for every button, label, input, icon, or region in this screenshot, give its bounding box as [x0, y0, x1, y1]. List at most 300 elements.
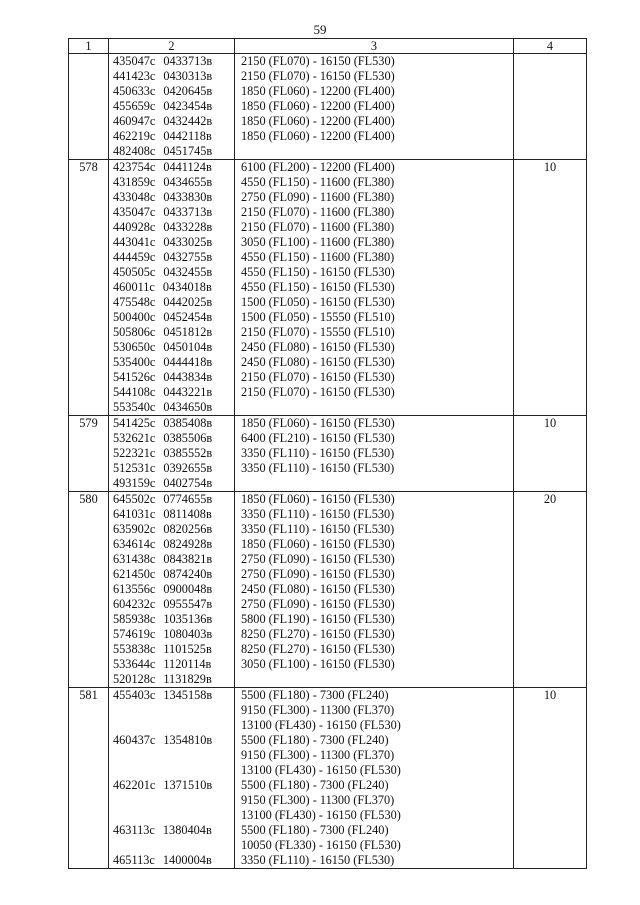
value-cell	[514, 280, 587, 295]
coordinates-cell	[109, 325, 235, 340]
value-cell	[514, 763, 587, 778]
coordinates-cell	[109, 688, 235, 704]
coordinates-cell	[109, 205, 235, 220]
table-row	[69, 763, 587, 778]
header-cell-1: 1	[69, 39, 109, 54]
table-row	[69, 54, 587, 70]
table-row	[69, 114, 587, 129]
value-cell	[514, 175, 587, 190]
value-cell	[514, 355, 587, 370]
value-cell: 10	[514, 688, 587, 704]
altitude-range-cell: 13100 (FL430) - 16150 (FL530)	[235, 718, 514, 733]
altitude-range-cell: 2450 (FL080) - 16150 (FL530)	[235, 582, 514, 597]
value-cell	[514, 778, 587, 793]
coordinates-cell	[109, 99, 235, 114]
table-row	[69, 446, 587, 461]
table-row	[69, 718, 587, 733]
table-row	[69, 385, 587, 400]
altitude-range-cell: 4550 (FL150) - 16150 (FL530)	[235, 280, 514, 295]
zone-number-cell	[69, 657, 109, 672]
latitude: 522321с	[113, 446, 156, 460]
longitude: 0811408в	[163, 507, 212, 521]
latitude: 634614с	[113, 537, 156, 551]
longitude: 1345158в	[163, 688, 213, 702]
longitude: 1371510в	[163, 778, 213, 792]
coordinates-cell	[109, 507, 235, 522]
longitude: 0443834в	[163, 370, 213, 384]
table-row	[69, 793, 587, 808]
altitude-range-cell: 2150 (FL070) - 11600 (FL380)	[235, 205, 514, 220]
zone-number-cell	[69, 612, 109, 627]
value-cell	[514, 54, 587, 70]
coordinates-cell	[109, 597, 235, 612]
value-cell	[514, 552, 587, 567]
longitude: 0433713в	[163, 54, 213, 68]
coordinates-cell	[109, 612, 235, 627]
value-cell	[514, 431, 587, 446]
altitude-range-cell: 2150 (FL070) - 11600 (FL380)	[235, 220, 514, 235]
zone-number-cell	[69, 84, 109, 99]
value-cell: 20	[514, 492, 587, 508]
altitude-range-cell: 3350 (FL110) - 16150 (FL530)	[235, 522, 514, 537]
table-row	[69, 627, 587, 642]
coordinates-cell	[109, 793, 235, 808]
coordinates-cell	[109, 537, 235, 552]
longitude: 0420645в	[163, 84, 213, 98]
table-row	[69, 838, 587, 853]
table-row	[69, 808, 587, 823]
table-row	[69, 507, 587, 522]
latitude: 520128с	[113, 672, 156, 686]
longitude: 0434655в	[163, 175, 213, 189]
value-cell	[514, 144, 587, 160]
altitude-range-cell: 1850 (FL060) - 12200 (FL400)	[235, 114, 514, 129]
table-row	[69, 280, 587, 295]
value-cell	[514, 190, 587, 205]
zone-number-cell	[69, 522, 109, 537]
table-row	[69, 733, 587, 748]
altitude-range-cell: 2150 (FL070) - 15550 (FL510)	[235, 325, 514, 340]
zone-number-cell: 580	[69, 492, 109, 508]
altitude-range-cell: 2750 (FL090) - 16150 (FL530)	[235, 567, 514, 582]
latitude: 433048с	[113, 190, 156, 204]
coordinates-cell	[109, 129, 235, 144]
coordinates-cell	[109, 627, 235, 642]
longitude: 1354810в	[163, 733, 213, 747]
value-cell	[514, 69, 587, 84]
table-row	[69, 355, 587, 370]
altitude-range-cell: 4550 (FL150) - 11600 (FL380)	[235, 250, 514, 265]
table-row	[69, 823, 587, 838]
longitude: 1131829в	[163, 672, 212, 686]
altitude-range-cell: 9150 (FL300) - 11300 (FL370)	[235, 793, 514, 808]
longitude: 0385552в	[163, 446, 213, 460]
longitude: 0433713в	[163, 205, 213, 219]
longitude: 1080403в	[163, 627, 213, 641]
longitude: 0900048в	[163, 582, 213, 596]
zone-number-cell	[69, 763, 109, 778]
latitude: 500400с	[113, 310, 156, 324]
coordinates-cell	[109, 838, 235, 853]
altitude-range-cell: 8250 (FL270) - 16150 (FL530)	[235, 642, 514, 657]
table-row	[69, 416, 587, 432]
value-cell	[514, 522, 587, 537]
zone-group	[69, 416, 587, 492]
coordinates-cell	[109, 385, 235, 400]
latitude: 493159с	[113, 476, 156, 490]
value-cell: 10	[514, 160, 587, 176]
longitude: 0430313в	[163, 69, 213, 83]
table-row	[69, 175, 587, 190]
longitude: 0441124в	[163, 160, 212, 174]
longitude: 1035136в	[163, 612, 213, 626]
value-cell	[514, 400, 587, 416]
zone-number-cell	[69, 69, 109, 84]
longitude: 0820256в	[163, 522, 213, 536]
zone-number-cell	[69, 385, 109, 400]
longitude: 0385408в	[163, 416, 213, 430]
latitude: 462219с	[113, 129, 156, 143]
page-number: 59	[313, 22, 327, 37]
table-row	[69, 492, 587, 508]
zone-number-cell	[69, 129, 109, 144]
longitude: 0442025в	[163, 295, 213, 309]
altitude-range-cell: 5500 (FL180) - 7300 (FL240)	[235, 823, 514, 838]
altitude-range-cell: 2150 (FL070) - 16150 (FL530)	[235, 54, 514, 70]
altitude-range-cell: 3050 (FL100) - 11600 (FL380)	[235, 235, 514, 250]
value-cell	[514, 657, 587, 672]
longitude: 0433025в	[163, 235, 213, 249]
coordinates-cell	[109, 175, 235, 190]
value-cell: 10	[514, 416, 587, 432]
longitude: 0442118в	[163, 129, 212, 143]
header-cell-2: 2	[109, 39, 235, 54]
coordinates-cell	[109, 672, 235, 688]
table-row	[69, 205, 587, 220]
longitude: 0385506в	[163, 431, 213, 445]
value-cell	[514, 808, 587, 823]
altitude-range-cell: 9150 (FL300) - 11300 (FL370)	[235, 703, 514, 718]
coordinates-cell	[109, 400, 235, 416]
latitude: 631438с	[113, 552, 156, 566]
altitude-range-cell: 2750 (FL090) - 11600 (FL380)	[235, 190, 514, 205]
longitude: 1380404в	[162, 823, 212, 837]
altitude-range-cell	[235, 476, 514, 492]
value-cell	[514, 84, 587, 99]
value-cell	[514, 476, 587, 492]
coordinates-cell	[109, 853, 235, 869]
coordinates-cell	[109, 582, 235, 597]
zone-number-cell	[69, 235, 109, 250]
table-row	[69, 129, 587, 144]
value-cell	[514, 627, 587, 642]
table-row	[69, 657, 587, 672]
longitude: 0450104в	[163, 340, 213, 354]
table-row	[69, 461, 587, 476]
coordinates-cell	[109, 280, 235, 295]
coordinates-cell	[109, 657, 235, 672]
longitude: 0432455в	[163, 265, 213, 279]
altitude-range-cell: 5500 (FL180) - 7300 (FL240)	[235, 778, 514, 793]
table-row	[69, 69, 587, 84]
value-cell	[514, 793, 587, 808]
coordinates-cell	[109, 265, 235, 280]
latitude: 641031с	[113, 507, 156, 521]
altitude-range-cell: 5500 (FL180) - 7300 (FL240)	[235, 733, 514, 748]
latitude: 465113с	[113, 853, 155, 867]
zone-number-cell	[69, 220, 109, 235]
table-row	[69, 144, 587, 160]
longitude: 0874240в	[163, 567, 213, 581]
value-cell	[514, 703, 587, 718]
zone-number-cell	[69, 114, 109, 129]
table-row	[69, 582, 587, 597]
table-row	[69, 370, 587, 385]
zone-number-cell	[69, 507, 109, 522]
altitude-range-cell: 3350 (FL110) - 16150 (FL530)	[235, 507, 514, 522]
longitude: 0452454в	[163, 310, 213, 324]
altitude-range-cell: 9150 (FL300) - 11300 (FL370)	[235, 748, 514, 763]
zone-number-cell	[69, 295, 109, 310]
latitude: 604232с	[113, 597, 156, 611]
value-cell	[514, 642, 587, 657]
latitude: 440928с	[113, 220, 156, 234]
coordinates-cell	[109, 250, 235, 265]
longitude: 0451812в	[163, 325, 213, 339]
altitude-range-cell: 2450 (FL080) - 16150 (FL530)	[235, 355, 514, 370]
value-cell	[514, 310, 587, 325]
zone-number-cell: 581	[69, 688, 109, 704]
value-cell	[514, 340, 587, 355]
latitude: 482408с	[113, 144, 156, 158]
latitude: 444459с	[113, 250, 156, 264]
zone-number-cell	[69, 597, 109, 612]
zone-number-cell	[69, 431, 109, 446]
coordinates-cell	[109, 235, 235, 250]
value-cell	[514, 461, 587, 476]
value-cell	[514, 853, 587, 869]
coordinates-cell	[109, 492, 235, 508]
coordinates-cell	[109, 552, 235, 567]
zone-number-cell	[69, 190, 109, 205]
latitude: 435047с	[113, 54, 156, 68]
longitude: 0432442в	[163, 114, 213, 128]
zone-number-cell	[69, 672, 109, 688]
latitude: 462201с	[113, 778, 156, 792]
value-cell	[514, 718, 587, 733]
altitude-range-cell: 4550 (FL150) - 11600 (FL380)	[235, 175, 514, 190]
coordinates-cell	[109, 416, 235, 432]
latitude: 455403с	[113, 688, 156, 702]
longitude: 1120114в	[163, 657, 212, 671]
table-row	[69, 688, 587, 704]
latitude: 645502с	[113, 492, 156, 506]
longitude: 0392655в	[163, 461, 213, 475]
value-cell	[514, 446, 587, 461]
latitude: 441423с	[113, 69, 156, 83]
altitude-range-cell: 1850 (FL060) - 12200 (FL400)	[235, 99, 514, 114]
coordinates-cell	[109, 522, 235, 537]
coordinates-cell	[109, 718, 235, 733]
altitude-range-cell: 2150 (FL070) - 16150 (FL530)	[235, 69, 514, 84]
altitude-range-cell: 1500 (FL050) - 15550 (FL510)	[235, 310, 514, 325]
zone-number-cell	[69, 99, 109, 114]
latitude: 460437с	[113, 733, 156, 747]
longitude: 0451745в	[163, 144, 213, 158]
longitude: 0402754в	[163, 476, 213, 490]
zone-number-cell	[69, 552, 109, 567]
coordinates-cell	[109, 748, 235, 763]
header-cell-3: 3	[235, 39, 514, 54]
latitude: 553838с	[113, 642, 156, 656]
zone-number-cell	[69, 793, 109, 808]
value-cell	[514, 250, 587, 265]
coordinates-cell	[109, 370, 235, 385]
longitude: 0774655в	[163, 492, 213, 506]
zone-number-cell	[69, 853, 109, 869]
zone-number-cell	[69, 476, 109, 492]
coordinates-cell	[109, 446, 235, 461]
table-row	[69, 84, 587, 99]
coordinates-cell	[109, 431, 235, 446]
altitude-range-cell: 2150 (FL070) - 16150 (FL530)	[235, 385, 514, 400]
zone-number-cell	[69, 778, 109, 793]
latitude: 460011с	[113, 280, 155, 294]
coordinates-cell	[109, 703, 235, 718]
altitude-range-cell: 3350 (FL110) - 16150 (FL530)	[235, 446, 514, 461]
zone-number-cell	[69, 310, 109, 325]
value-cell	[514, 597, 587, 612]
coordinates-cell	[109, 220, 235, 235]
longitude: 0443221в	[163, 385, 213, 399]
table-row	[69, 853, 587, 869]
zone-number-cell	[69, 370, 109, 385]
table-row	[69, 265, 587, 280]
latitude: 423754с	[113, 160, 156, 174]
latitude: 621450с	[113, 567, 156, 581]
zone-group	[69, 492, 587, 688]
altitude-range-cell: 2450 (FL080) - 16150 (FL530)	[235, 340, 514, 355]
coordinates-cell	[109, 461, 235, 476]
zone-group	[69, 688, 587, 869]
zone-number-cell	[69, 265, 109, 280]
latitude: 635902с	[113, 522, 156, 536]
coordinates-cell	[109, 340, 235, 355]
header-cell-4: 4	[514, 39, 587, 54]
latitude: 450505с	[113, 265, 156, 279]
longitude: 0433228в	[163, 220, 213, 234]
value-cell	[514, 507, 587, 522]
altitude-range-cell: 6400 (FL210) - 16150 (FL530)	[235, 431, 514, 446]
latitude: 450633с	[113, 84, 156, 98]
table-row	[69, 567, 587, 582]
value-cell	[514, 370, 587, 385]
coordinates-cell	[109, 823, 235, 838]
zone-group	[69, 160, 587, 416]
latitude: 541425с	[113, 416, 156, 430]
zone-number-cell	[69, 205, 109, 220]
coordinates-cell	[109, 567, 235, 582]
table-row	[69, 99, 587, 114]
value-cell	[514, 733, 587, 748]
zone-number-cell	[69, 280, 109, 295]
zone-number-cell	[69, 733, 109, 748]
zone-number-cell	[69, 838, 109, 853]
table-row	[69, 642, 587, 657]
zone-number-cell: 578	[69, 160, 109, 176]
latitude: 535400с	[113, 355, 156, 369]
table-row	[69, 537, 587, 552]
altitude-range-cell: 2150 (FL070) - 16150 (FL530)	[235, 370, 514, 385]
zone-number-cell	[69, 144, 109, 160]
altitude-range-cell: 1850 (FL060) - 16150 (FL530)	[235, 416, 514, 432]
longitude: 0843821в	[163, 552, 213, 566]
altitude-range-cell: 5800 (FL190) - 16150 (FL530)	[235, 612, 514, 627]
zone-number-cell	[69, 567, 109, 582]
zone-number-cell	[69, 250, 109, 265]
table-row	[69, 431, 587, 446]
coordinates-cell	[109, 310, 235, 325]
altitude-range-cell: 13100 (FL430) - 16150 (FL530)	[235, 808, 514, 823]
latitude: 443041с	[113, 235, 156, 249]
altitude-range-cell: 2750 (FL090) - 16150 (FL530)	[235, 597, 514, 612]
altitude-range-cell: 1500 (FL050) - 16150 (FL530)	[235, 295, 514, 310]
zone-number-cell	[69, 748, 109, 763]
longitude: 0434018в	[162, 280, 212, 294]
latitude: 455659с	[113, 99, 156, 113]
altitude-range-cell: 4550 (FL150) - 16150 (FL530)	[235, 265, 514, 280]
zone-number-cell	[69, 340, 109, 355]
longitude: 0432755в	[163, 250, 213, 264]
table-row	[69, 310, 587, 325]
table-row	[69, 476, 587, 492]
table-row	[69, 235, 587, 250]
table-row	[69, 597, 587, 612]
zone-number-cell	[69, 54, 109, 70]
altitude-range-cell: 2750 (FL090) - 16150 (FL530)	[235, 552, 514, 567]
value-cell	[514, 748, 587, 763]
coordinates-cell	[109, 295, 235, 310]
coordinates-cell	[109, 642, 235, 657]
value-cell	[514, 220, 587, 235]
zone-group	[69, 54, 587, 160]
zone-number-cell	[69, 537, 109, 552]
altitude-range-cell: 1850 (FL060) - 12200 (FL400)	[235, 129, 514, 144]
longitude: 0423454в	[163, 99, 213, 113]
value-cell	[514, 114, 587, 129]
value-cell	[514, 612, 587, 627]
coordinates-cell	[109, 160, 235, 176]
coordinates-cell	[109, 54, 235, 70]
altitude-range-cell	[235, 672, 514, 688]
coordinates-cell	[109, 476, 235, 492]
table-row	[69, 220, 587, 235]
zone-number-cell	[69, 461, 109, 476]
longitude: 0434650в	[163, 400, 213, 414]
value-cell	[514, 99, 587, 114]
value-cell	[514, 265, 587, 280]
table-row	[69, 190, 587, 205]
value-cell	[514, 295, 587, 310]
altitude-range-cell: 1850 (FL060) - 16150 (FL530)	[235, 537, 514, 552]
altitude-range-cell: 6100 (FL200) - 12200 (FL400)	[235, 160, 514, 176]
value-cell	[514, 129, 587, 144]
longitude: 0955547в	[163, 597, 213, 611]
coordinates-cell	[109, 733, 235, 748]
altitude-range-cell: 1850 (FL060) - 12200 (FL400)	[235, 84, 514, 99]
zone-number-cell	[69, 400, 109, 416]
latitude: 533644с	[113, 657, 156, 671]
